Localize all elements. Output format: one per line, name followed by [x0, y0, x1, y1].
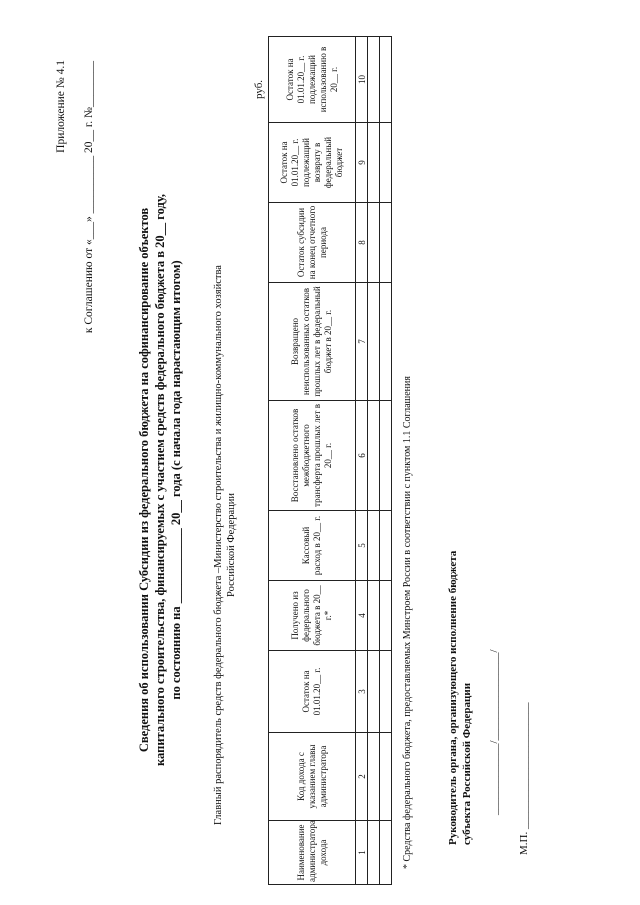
signatory-title: Руководитель органа, организующего исполнение бюджета субъекта Российской Федерации	[447, 550, 473, 845]
column-number: 3	[356, 651, 368, 733]
header-cell: Возвращено неиспользованных остатков прошлых лет в федеральный бюджет в 20__ г.	[269, 283, 356, 401]
header-cell: Наименование администратора дохода	[269, 821, 356, 885]
title-line-3: по состоянию на ____________ 20__ года (с начала года нарастающим итогом)	[169, 260, 183, 700]
title-line-2: капитального строительства, финансируемых с участием средств федерального бюджета в 20__ году,	[153, 194, 167, 766]
table-cell	[368, 651, 380, 733]
budget-manager: Главный распорядитель средств федерального бюджета –Министерство строительства и жилищно-коммунального хозяйства Российской Федерации	[213, 265, 237, 825]
column-number: 8	[356, 203, 368, 283]
header-cell: Остаток на 01.01.20__ г. подлежащий возврату в федеральный бюджет	[269, 123, 356, 203]
table-row	[380, 37, 392, 885]
table-cell	[368, 733, 380, 821]
column-number: 4	[356, 581, 368, 651]
header-row	[269, 37, 356, 885]
header-cell: Код дохода с указанием главы администратора	[269, 733, 356, 821]
table-cell	[380, 283, 392, 401]
table-cell	[380, 511, 392, 581]
table-cell	[380, 123, 392, 203]
footnote: * Средства федерального бюджета, предоставляемых Минстроем России в соответствии с пунктом 1.1 Соглашения	[402, 376, 413, 869]
column-number: 5	[356, 511, 368, 581]
header-cell: Остаток на 01.01.20__ г.	[269, 651, 356, 733]
signature-line: _____________/________________/	[488, 649, 500, 815]
annex-number: Приложение № 4.1	[55, 60, 67, 153]
column-number: 7	[356, 283, 368, 401]
table-cell	[368, 123, 380, 203]
table-cell	[368, 581, 380, 651]
column-number: 6	[356, 401, 368, 511]
table-cell	[368, 203, 380, 283]
header-cell: Восстановлено остатков межбюджетного трансферта прошлых лет в 20__ г.	[269, 401, 356, 511]
document-title	[136, 95, 184, 865]
table-cell	[380, 651, 392, 733]
title-line-1: Сведения об использовании Субсидии из федерального бюджета на софинансирование объектов	[137, 207, 151, 753]
subsidy-table	[268, 36, 392, 885]
column-number: 9	[356, 123, 368, 203]
table-cell	[380, 581, 392, 651]
table-cell	[380, 733, 392, 821]
table-cell	[368, 821, 380, 885]
table-cell	[380, 821, 392, 885]
header-cell: Кассовый расход в 20__ г.	[269, 511, 356, 581]
header-cell: Остаток субсидии на конец отчетного периода	[269, 203, 356, 283]
stamp-place: М.П. _______________________	[518, 702, 530, 855]
column-number-row	[356, 37, 368, 885]
agreement-reference: к Соглашению от «___» __________ 20__ г. №________	[83, 61, 95, 334]
column-number: 2	[356, 733, 368, 821]
column-number: 1	[356, 821, 368, 885]
header-cell: Получено из федерального бюджета в 20__ г.*	[269, 581, 356, 651]
column-number: 10	[356, 37, 368, 123]
table-cell	[368, 37, 380, 123]
table-cell	[368, 401, 380, 511]
header-cell: Остаток на 01.01.20__ г. подлежащий использованию в 20__ г.	[269, 37, 356, 123]
table-cell	[368, 511, 380, 581]
table-row	[368, 37, 380, 885]
table-cell	[380, 401, 392, 511]
table-cell	[368, 283, 380, 401]
table-cell	[380, 37, 392, 123]
table-cell	[380, 203, 392, 283]
currency-unit: руб.	[253, 79, 265, 99]
